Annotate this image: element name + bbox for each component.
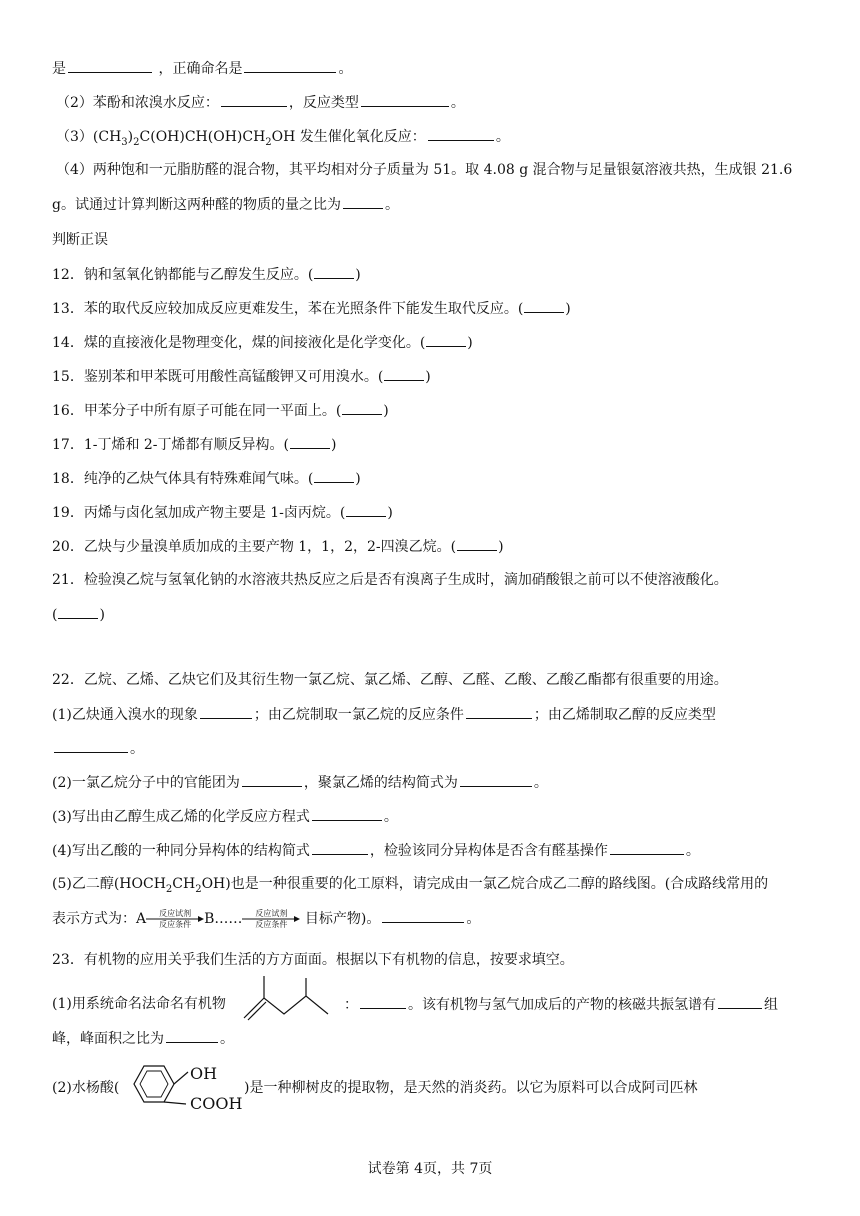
question-22-part-1-cont: 。 xyxy=(52,738,144,759)
question-19: 19．丙烯与卤化氢加成产物主要是 1-卤丙烷。( ) xyxy=(52,502,393,523)
question-12: 12．钠和氢氧化钠都能与乙醇发生反应。( ) xyxy=(52,264,361,285)
question-23-part-2: (2)水杨酸( xyxy=(52,1080,120,1096)
question-18: 18．纯净的乙炔气体具有特殊难闻气味。( ) xyxy=(52,468,361,489)
question-22-part-3: (3)写出由乙醇生成乙烯的化学反应方程式 。 xyxy=(52,806,398,827)
line-5: g。试通过计算判断这两种醛的物质的量之比为 。 xyxy=(52,194,399,215)
hydroxyl-group-label: OH xyxy=(190,1064,218,1083)
question-22-part-2: (2)一氯乙烷分子中的官能团为 ，聚氯乙烯的结构简式为 。 xyxy=(52,772,548,793)
question-23-part-1-cont: 峰，峰面积之比为 。 xyxy=(52,1028,234,1049)
question-21: 21．检验溴乙烷与氢氧化钠的水溶液共热反应之后是否有溴离子生成时，滴加硝酸银之前可以不使溶液酸化。 xyxy=(52,572,728,588)
question-23-part-2-tail: )是一种柳树皮的提取物，是天然的消炎药。以它为原料可以合成阿司匹林 xyxy=(244,1080,698,1096)
question-22-part-5: (5)乙二醇$(HOCH_2CH_2OH)$也是一种很重要的化工原料，请完成由一氯乙烷合成乙二醇的路线图。(合成路线常用的 xyxy=(52,876,769,895)
benzene-ring-structure xyxy=(124,1060,196,1116)
question-22: 22．乙烷、乙烯、乙炔它们及其衍生物一氯乙烷、氯乙烯、乙醇、乙醛、乙酸、乙酸乙酯都有很重要的用途。 xyxy=(52,672,728,688)
question-20: 20．乙炔与少量溴单质加成的主要产物 1，1，2，2-四溴乙烷。( ) xyxy=(52,536,504,557)
line-1: 是 ，正确命名是 。 xyxy=(52,58,352,79)
question-15: 15．鉴别苯和甲苯既可用酸性高锰酸钾又可用溴水。( ) xyxy=(52,366,431,387)
page-footer: 试卷第 4页，共 7页 xyxy=(367,1161,493,1177)
section-title: 判断正误 xyxy=(52,232,108,248)
question-21-answer: ( ) xyxy=(52,604,105,625)
question-17: 17．1-丁烯和 2-丁烯都有顺反异构。( ) xyxy=(52,434,336,455)
question-23-part-1: (1)用系统命名法命名有机物 xyxy=(52,996,226,1012)
question-13: 13．苯的取代反应较加成反应更难发生，苯在光照条件下能发生取代反应。( ) xyxy=(52,298,571,319)
carboxyl-group-label: COOH xyxy=(190,1094,243,1113)
reaction-arrow: 反应试剂 反应条件 xyxy=(242,909,300,929)
line-3: $(3)(CH_3)_2C(OH)CH(OH)CH_2OH$ 发生催化氧化反应： 。 xyxy=(56,126,510,153)
question-23-part-1-tail: ： 。该有机物与氢气加成后的产物的核磁共振氢谱有 组 xyxy=(344,994,778,1015)
question-22-part-1: (1)乙炔通入溴水的现象 ；由乙烷制取一氯乙烷的反应条件 ；由乙烯制取乙醇的反应类型 xyxy=(52,704,716,725)
line-4: （4）两种饱和一元脂肪醛的混合物，其平均相对分子质量为 51。取 4.08 g 混合物与足量银氨溶液共热，生成银 21.6 xyxy=(56,162,793,178)
reaction-arrow: 反应试剂 反应条件 xyxy=(146,909,204,929)
question-22-part-4: (4)写出乙酸的一种同分异构体的结构简式 ，检验该同分异构体是否含有醛基操作 。 xyxy=(52,840,700,861)
question-14: 14．煤的直接液化是物理变化，煤的间接液化是化学变化。( ) xyxy=(52,332,473,353)
line-2: （2）苯酚和浓溴水反应： ，反应类型 。 xyxy=(56,92,465,113)
question-23: 23．有机物的应用关乎我们生活的方方面面。根据以下有机物的信息，按要求填空。 xyxy=(52,952,574,968)
skeletal-formula-structure xyxy=(234,972,338,1022)
question-22-route: 表示方式为：A 反应试剂 反应条件 B…… 反应试剂 反应条件 目标产物)。 。 xyxy=(52,909,481,929)
question-16: 16．甲苯分子中所有原子可能在同一平面上。( ) xyxy=(52,400,389,421)
